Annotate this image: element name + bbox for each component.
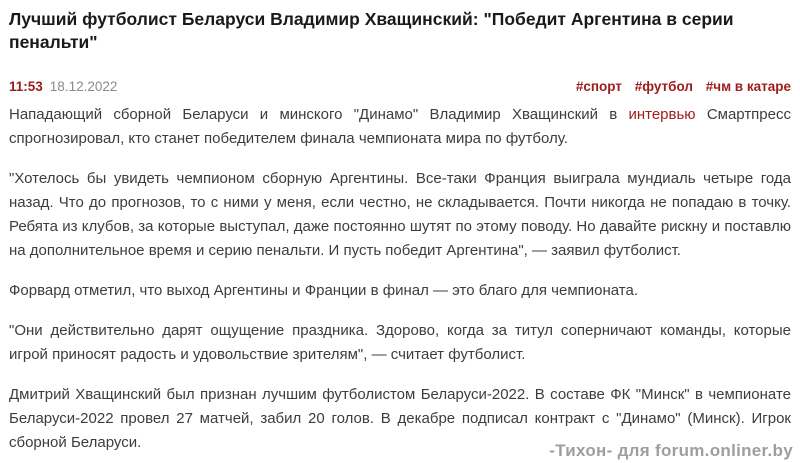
publish-date: 18.12.2022 [49,79,118,94]
article-page [0,8,800,463]
watermark: -Тихон- для forum.onliner.by [549,441,793,460]
paragraph-quote-1: "Хотелось бы увидеть чемпионом сборную Аргентины. Все-таки Франция выиграла мундиаль четыре года назад. Что до прогнозов, то с ними у меня, если честно, не складывается. Почти никогда не попадаю в точку. Ребята из клубов, за которые выступал, даже постоянно шутят по этому поводу. Но давайте рискну и поставлю на дополнительное время и серию пенальти. И пусть победит Аргентина", — заявил футболист. [9,170,791,259]
paragraph-bio: Дмитрий Хващинский был признан лучшим футболистом Беларуси-2022. В составе ФК "Минск" в чемпионате Беларуси-2022 провел 27 матчей, забил 20 голов. В декабре подписал контракт с "Динамо" (Минск). Игрок сборной Беларуси. [9,386,791,451]
interview-link[interactable]: интервью [628,106,696,123]
lead-text-before: Нападающий сборной Беларуси и минского "Динамо" Владимир Хващинский в [9,106,618,123]
article-meta [9,78,791,95]
publish-time: 11:53 [9,79,43,94]
paragraph-forward-note: Форвард отметил, что выход Аргентины и Франции в финал — это благо для чемпионата. [9,282,638,299]
lead-text-after: Смартпресс спрогнозировал, кто станет победителем финала чемпионата мира по футболу. [9,106,791,147]
tag-list [567,78,791,95]
tag-football[interactable]: #футбол [634,79,693,94]
tag-sport[interactable]: #спорт [575,79,622,94]
article-body [9,103,791,455]
tag-wc-qatar[interactable]: #чм в катаре [705,79,791,94]
paragraph-lead [9,103,791,151]
article-title: Лучший футболист Беларуси Владимир Хващинский: "Победит Аргентина в серии пенальти" [9,9,734,52]
paragraph-quote-2: "Они действительно дарят ощущение праздника. Здорово, когда за титул соперничают команды, которые игрой приносят радость и удовольствие зрителям", — считает футболист. [9,322,791,363]
publish-info [9,78,117,95]
